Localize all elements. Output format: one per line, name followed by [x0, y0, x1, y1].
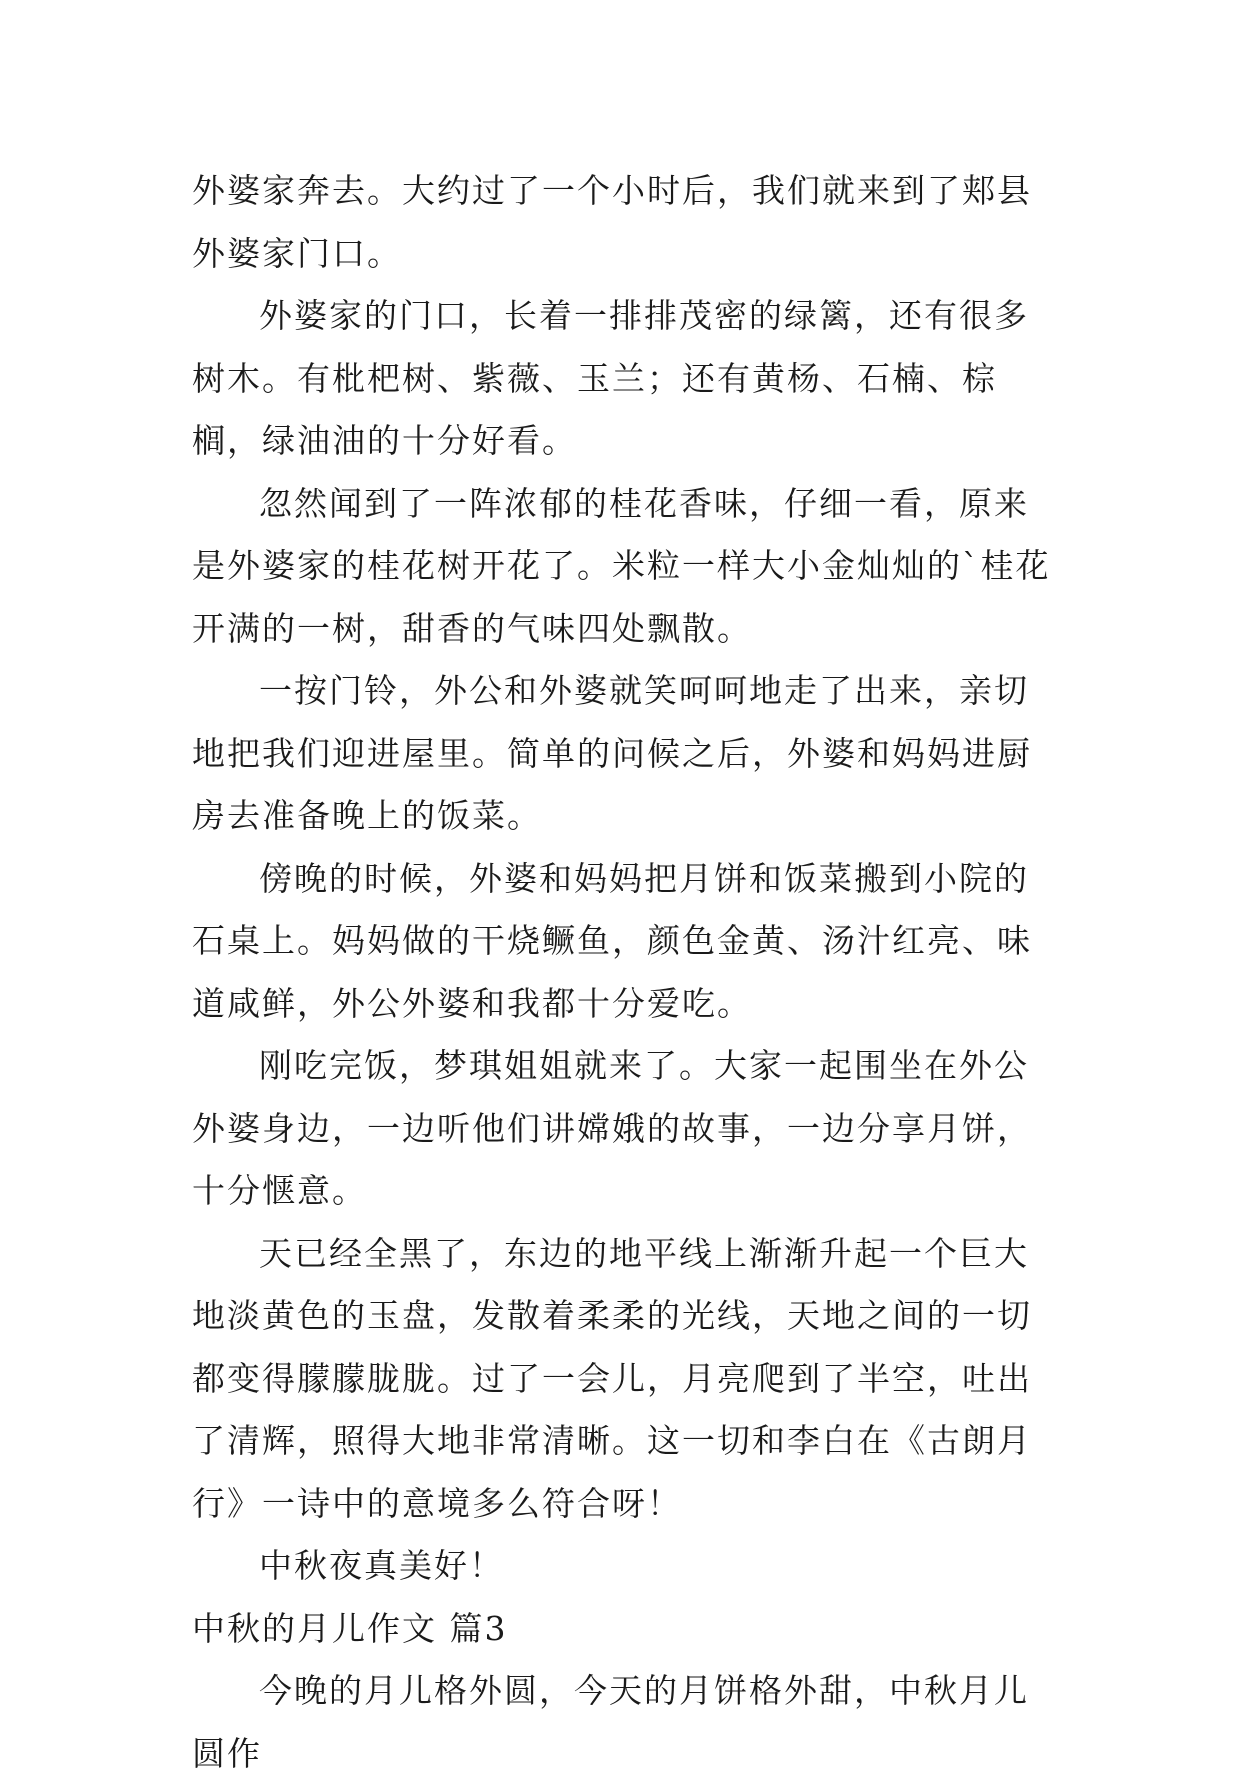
paragraph-2: 外婆家的门口，长着一排排茂密的绿篱，还有很多树木。有枇杷树、紫薇、玉兰；还有黄杨、石楠、棕榈，绿油油的十分好看。: [192, 296, 1029, 460]
paragraph-7: 天已经全黑了，东边的地平线上渐渐升起一个巨大地淡黄色的玉盘，发散着柔柔的光线，天地之间的一切都变得朦朦胧胧。过了一会儿，月亮爬到了半空，吐出了清辉，照得大地非常清晰。这一切和李白在《古朗月行》一诗中的意境多么符合呀！: [192, 1233, 1032, 1523]
paragraph-1: 外婆家奔去。大约过了一个小时后，我们就来到了郏县外婆家门口。: [192, 171, 1032, 273]
section-heading: 中秋的月儿作文 篇3: [192, 1608, 508, 1648]
paragraph-3: 忽然闻到了一阵浓郁的桂花香味，仔细一看，原来是外婆家的桂花树开花了。米粒一样大小金灿灿的`桂花开满的一树，甜香的气味四处飘散。: [192, 483, 1051, 648]
paragraph-8: 中秋夜真美好！: [259, 1546, 504, 1585]
document-body: [192, 160, 1052, 1785]
paragraph-9: 今晚的月儿格外圆，今天的月饼格外甜，中秋月儿圆作: [192, 1671, 1029, 1773]
paragraph-5: 傍晚的时候，外婆和妈妈把月饼和饭菜搬到小院的石桌上。妈妈做的干烧鳜鱼，颜色金黄、汤汁红亮、味道咸鲜，外公外婆和我都十分爱吃。: [192, 858, 1032, 1023]
paragraph-6: 刚吃完饭，梦琪姐姐就来了。大家一起围坐在外公外婆身边，一边听他们讲嫦娥的故事，一边分享月饼，十分惬意。: [192, 1046, 1032, 1210]
paragraph-4: 一按门铃，外公和外婆就笑呵呵地走了出来，亲切地把我们迎进屋里。简单的问候之后，外婆和妈妈进厨房去准备晚上的饭菜。: [192, 671, 1032, 835]
